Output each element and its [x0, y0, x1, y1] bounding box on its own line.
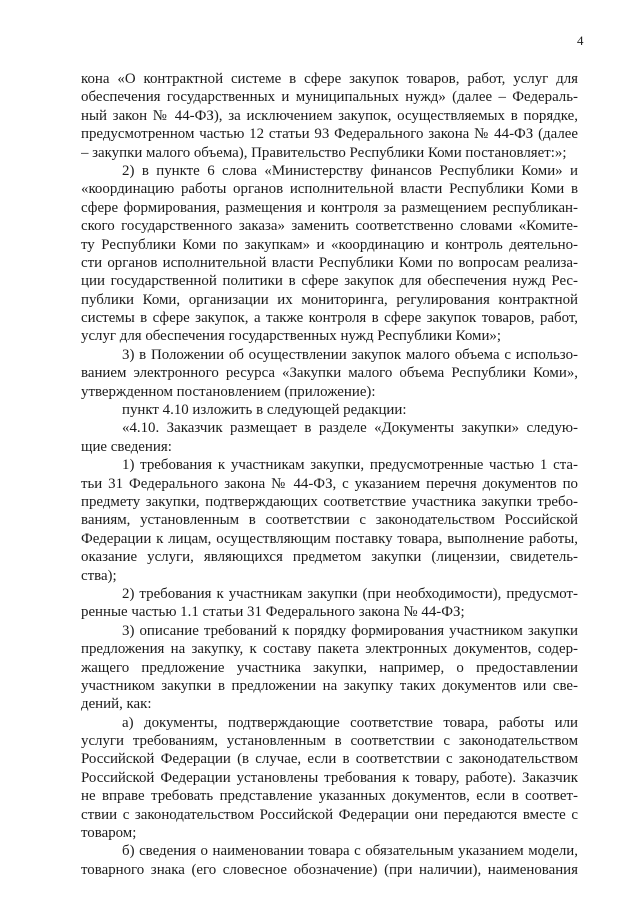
text-line: а) документы, подтверждающие соответствие товара, работы или [122, 714, 578, 731]
text-line: пункт 4.10 изложить в следующей редакции: [122, 402, 407, 419]
text-line: Российской Федерации установлены требования к товару, работе). Заказчик [81, 769, 578, 786]
text-line: – закупки малого объема), Правительство Республики Коми постановляет:»; [81, 144, 567, 161]
text-line: ный закон № 44-ФЗ), за исключением закупок, осуществляемых в порядке, [81, 107, 578, 124]
text-line: ства); [81, 567, 117, 584]
text-line: ции государственной политики в сфере закупок для обеспечения нужд Рес- [81, 273, 578, 290]
text-line: ваниям, установленным в соответствии с законодательством Российской [81, 512, 578, 529]
text-line: 3) описание требований к порядку формирования участником закупки [122, 622, 578, 639]
document-body [81, 70, 578, 879]
text-line: предусмотренном частью 12 статьи 93 Федерального закона № 44-ФЗ (далее [81, 126, 578, 143]
text-line: предложения на закупку, к составу пакета электронных документов, содер- [81, 641, 578, 658]
text-line: обеспечения государственных и муниципальных нужд» (далее – Федераль- [81, 89, 578, 106]
page-number: 4 [577, 33, 584, 48]
text-line: ренные частью 1.1 статьи 31 Федерального закона № 44-ФЗ; [81, 604, 465, 621]
text-line: ствии с законодательством Российской Федерации они передаются вместе с [81, 806, 578, 823]
text-line: товаром; [81, 825, 137, 842]
text-line: ского государственного заказа» заменить соответственно словами «Комите- [81, 218, 578, 235]
text-line: сти органов исполнительной власти Республики Коми по вопросам реализа- [81, 254, 578, 271]
text-line: утвержденном постановлением (приложение): [81, 383, 376, 400]
text-line: не вправе требовать представление указанных документов, если в соответ- [81, 788, 578, 805]
text-line: тьи 31 Федерального закона № 44-ФЗ, с указанием перечня документов по [81, 475, 578, 492]
text-line: дений, как: [81, 696, 152, 713]
text-line: ту Республики Коми по закупкам» и «координацию и контроль деятельно- [81, 236, 578, 253]
text-line: оказание услуги, являющихся предметом закупки (лицензии, свидетель- [81, 549, 578, 566]
text-line: кона «О контрактной системе в сфере закупок товаров, работ, услуг для [81, 71, 578, 87]
text-line: участником закупки в предложении на закупку таких документов или све- [81, 677, 578, 694]
text-line: товарного знака (его словесное обозначение) (при наличии), наименования [81, 861, 578, 878]
text-line: публики Коми, организации их мониторинга, регулирования контрактной [81, 291, 578, 308]
text-line: 2) в пункте 6 слова «Министерству финансов Республики Коми» и [122, 162, 578, 179]
text-line: предмету закупки, подтверждающих соответствие участника закупки требо- [81, 493, 578, 510]
text-line: жащего предложение участника закупки, например, о предоставлении [81, 659, 578, 676]
text-line: «координацию работы органов исполнительной власти Республики Коми в [81, 181, 578, 198]
text-line: Российской Федерации (в случае, если в соответствии с законодательством [81, 751, 578, 768]
text-line: услуги требованиям, установленным в соответствии с законодательством [81, 733, 578, 750]
text-line: сфере формирования, размещения и контроля за размещением республикан- [81, 199, 578, 216]
text-line: щие сведения: [81, 438, 172, 455]
text-line: б) сведения о наименовании товара с обязательным указанием модели, [122, 843, 578, 860]
text-line: ванием электронного ресурса «Закупки малого объема Республики Коми», [81, 365, 578, 382]
text-line: 1) требования к участникам закупки, предусмотренные частью 1 ста- [122, 457, 578, 474]
text-line: «4.10. Заказчик размещает в разделе «Документы закупки» следую- [122, 420, 578, 437]
text-line: услуг для обеспечения государственных нужд Республики Коми»; [81, 328, 502, 345]
text-line: системы в сфере закупок, а также контроля в сфере закупок товаров, работ, [81, 310, 578, 327]
text-line: 2) требования к участникам закупки (при необходимости), предусмот- [122, 585, 578, 602]
text-line: 3) в Положении об осуществлении закупок малого объема с использо- [122, 346, 578, 363]
text-line: Федерации к лицам, осуществляющим поставку товара, выполнение работы, [81, 530, 578, 547]
